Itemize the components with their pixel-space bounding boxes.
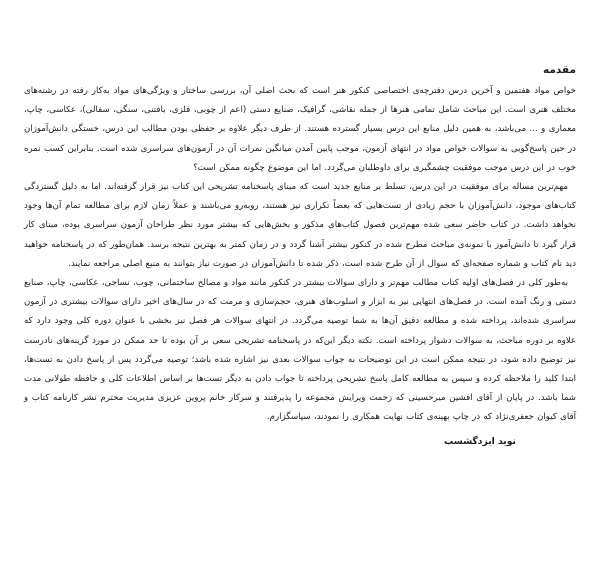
paragraph-1: خواص مواد هفتمین و آخرین درس دفترچه‌ی اختصاصی کنکور هنر است که بحث اصلی آن، بررسی ساختار و ویژگی‌های مواد به‌کار رفته در رشته‌های مختلف هنری است. این مباحث شامل تمامی هنرها از جمله نقاشی، گرافیک، صنایع دستی (اعم از چوبی، فلزی، بافتنی، سنگی، سفالی)، عکاسی، چاپ، معماری و ... می‌باشد، به همین دلیل منابع این درس بسیار گسترده هستند. از طرف دیگر علاوه بر حفظی بودن مطالب این درس، خستگی دانش‌آموزان در حین پاسخ‌گویی به سوالات خواص مواد در انتهای آزمون، موجب پایین آمدن میانگین نمرات آن در آزمون‌های سراسری شده است. بنابراین کسب نمره خوب در این درس موجب موفقیت چشمگیری برای داوطلبان می‌گردد. اما این موضوع چگونه ممکن است؟ bbox=[24, 86, 576, 173]
author-signature: نوید ایزدگشسب bbox=[444, 435, 516, 447]
section-heading: مقدمه bbox=[543, 64, 576, 76]
paragraph-3: به‌طور کلی در فصل‌های اولیه کتاب مطالب مهم‌تر و دارای سوالات بیشتر در کنکور مانند مواد و مصالح ساختمانی، چوب، نساجی، عکاسی، چاپ، صنایع دستی و رنگ آمده است. در فصل‌های انتهایی نیز به ابزار و اسلوب‌های هنری، حجم‌سازی و مرمت که در سال‌های اخیر دارای سوالات بیشتری در آزمون سراسری شده‌اند، پرداخته شده و مطالعه دقیق آن‌ها به شما توصیه می‌گردد. در انتهای سوالات هر فصل نیز بخشی با عنوان دوره کلی وجود دارد که علاوه بر دوره مباحث، به سوالات دشوار پرداخته است. نکته دیگر این‌که در پاسخنامه تشریحی سعی بر آن بوده تا حد ممکن در مورد گزینه‌های نادرست نیز توضیح داده شود، در نتیجه ممکن است در این توضیحات به جواب سوالات بعدی نیز اشاره شده باشد؛ توصیه می‌گردد پس از پاسخ دادن به تست‌ها، ابتدا کلید را ملاحظه کرده و سپس به مطالعه کامل پاسخ تشریحی پرداخته تا جواب دادن به دیگر تست‌ها بر اساس اطلاعات کلی و حافظه طولانی مدت شما باشد. در پایان از آقای افشین میرحسینی که زحمت ویرایش مجموعه را پذیرفتند و سرکار خانم پروین عزیزی مدیریت محترم نشر کارنامه کتاب و آقای کیوان جعفری‌نژاد که در چاپ بهینه‌ی کتاب نهایت همکاری را نمودند، سپاسگزارم. bbox=[24, 278, 576, 423]
paragraph-2: مهم‌ترین مساله برای موفقیت در این درس، تسلط بر منابع جدید است که مبنای پاسخنامه تشریحی این کتاب نیز قرار گرفته‌اند. اما به دلیل گستردگی کتاب‌های موجود، دانش‌آموزان با حجم زیادی از تست‌هایی که بعضاً تکراری نیز هستند، روبه‌رو می‌باشند و عملاً زمان لازم برای مطالعه تمام آن‌ها وجود نخواهد داشت. در کتاب حاضر سعی شده مهم‌ترین فصول کتاب‌های مذکور و بخش‌هایی که بیشتر مورد نظر طراحان آزمون سراسری بوده، مبنای کار قرار گیرد تا دانش‌آموز با نمونه‌ی مباحث مطرح شده در کنکور بیشتر آشنا گردد و در زمان کمتر به بهترین نتیجه برسد. همان‌طور که در پاسخنامه خواهید دید نام کتاب و شماره صفحه‌ای که سوال از آن طرح شده است، ذکر شده تا دانش‌آموزان در صورت نیاز بتوانند به منبع اصلی مراجعه نمایند. bbox=[24, 182, 576, 269]
